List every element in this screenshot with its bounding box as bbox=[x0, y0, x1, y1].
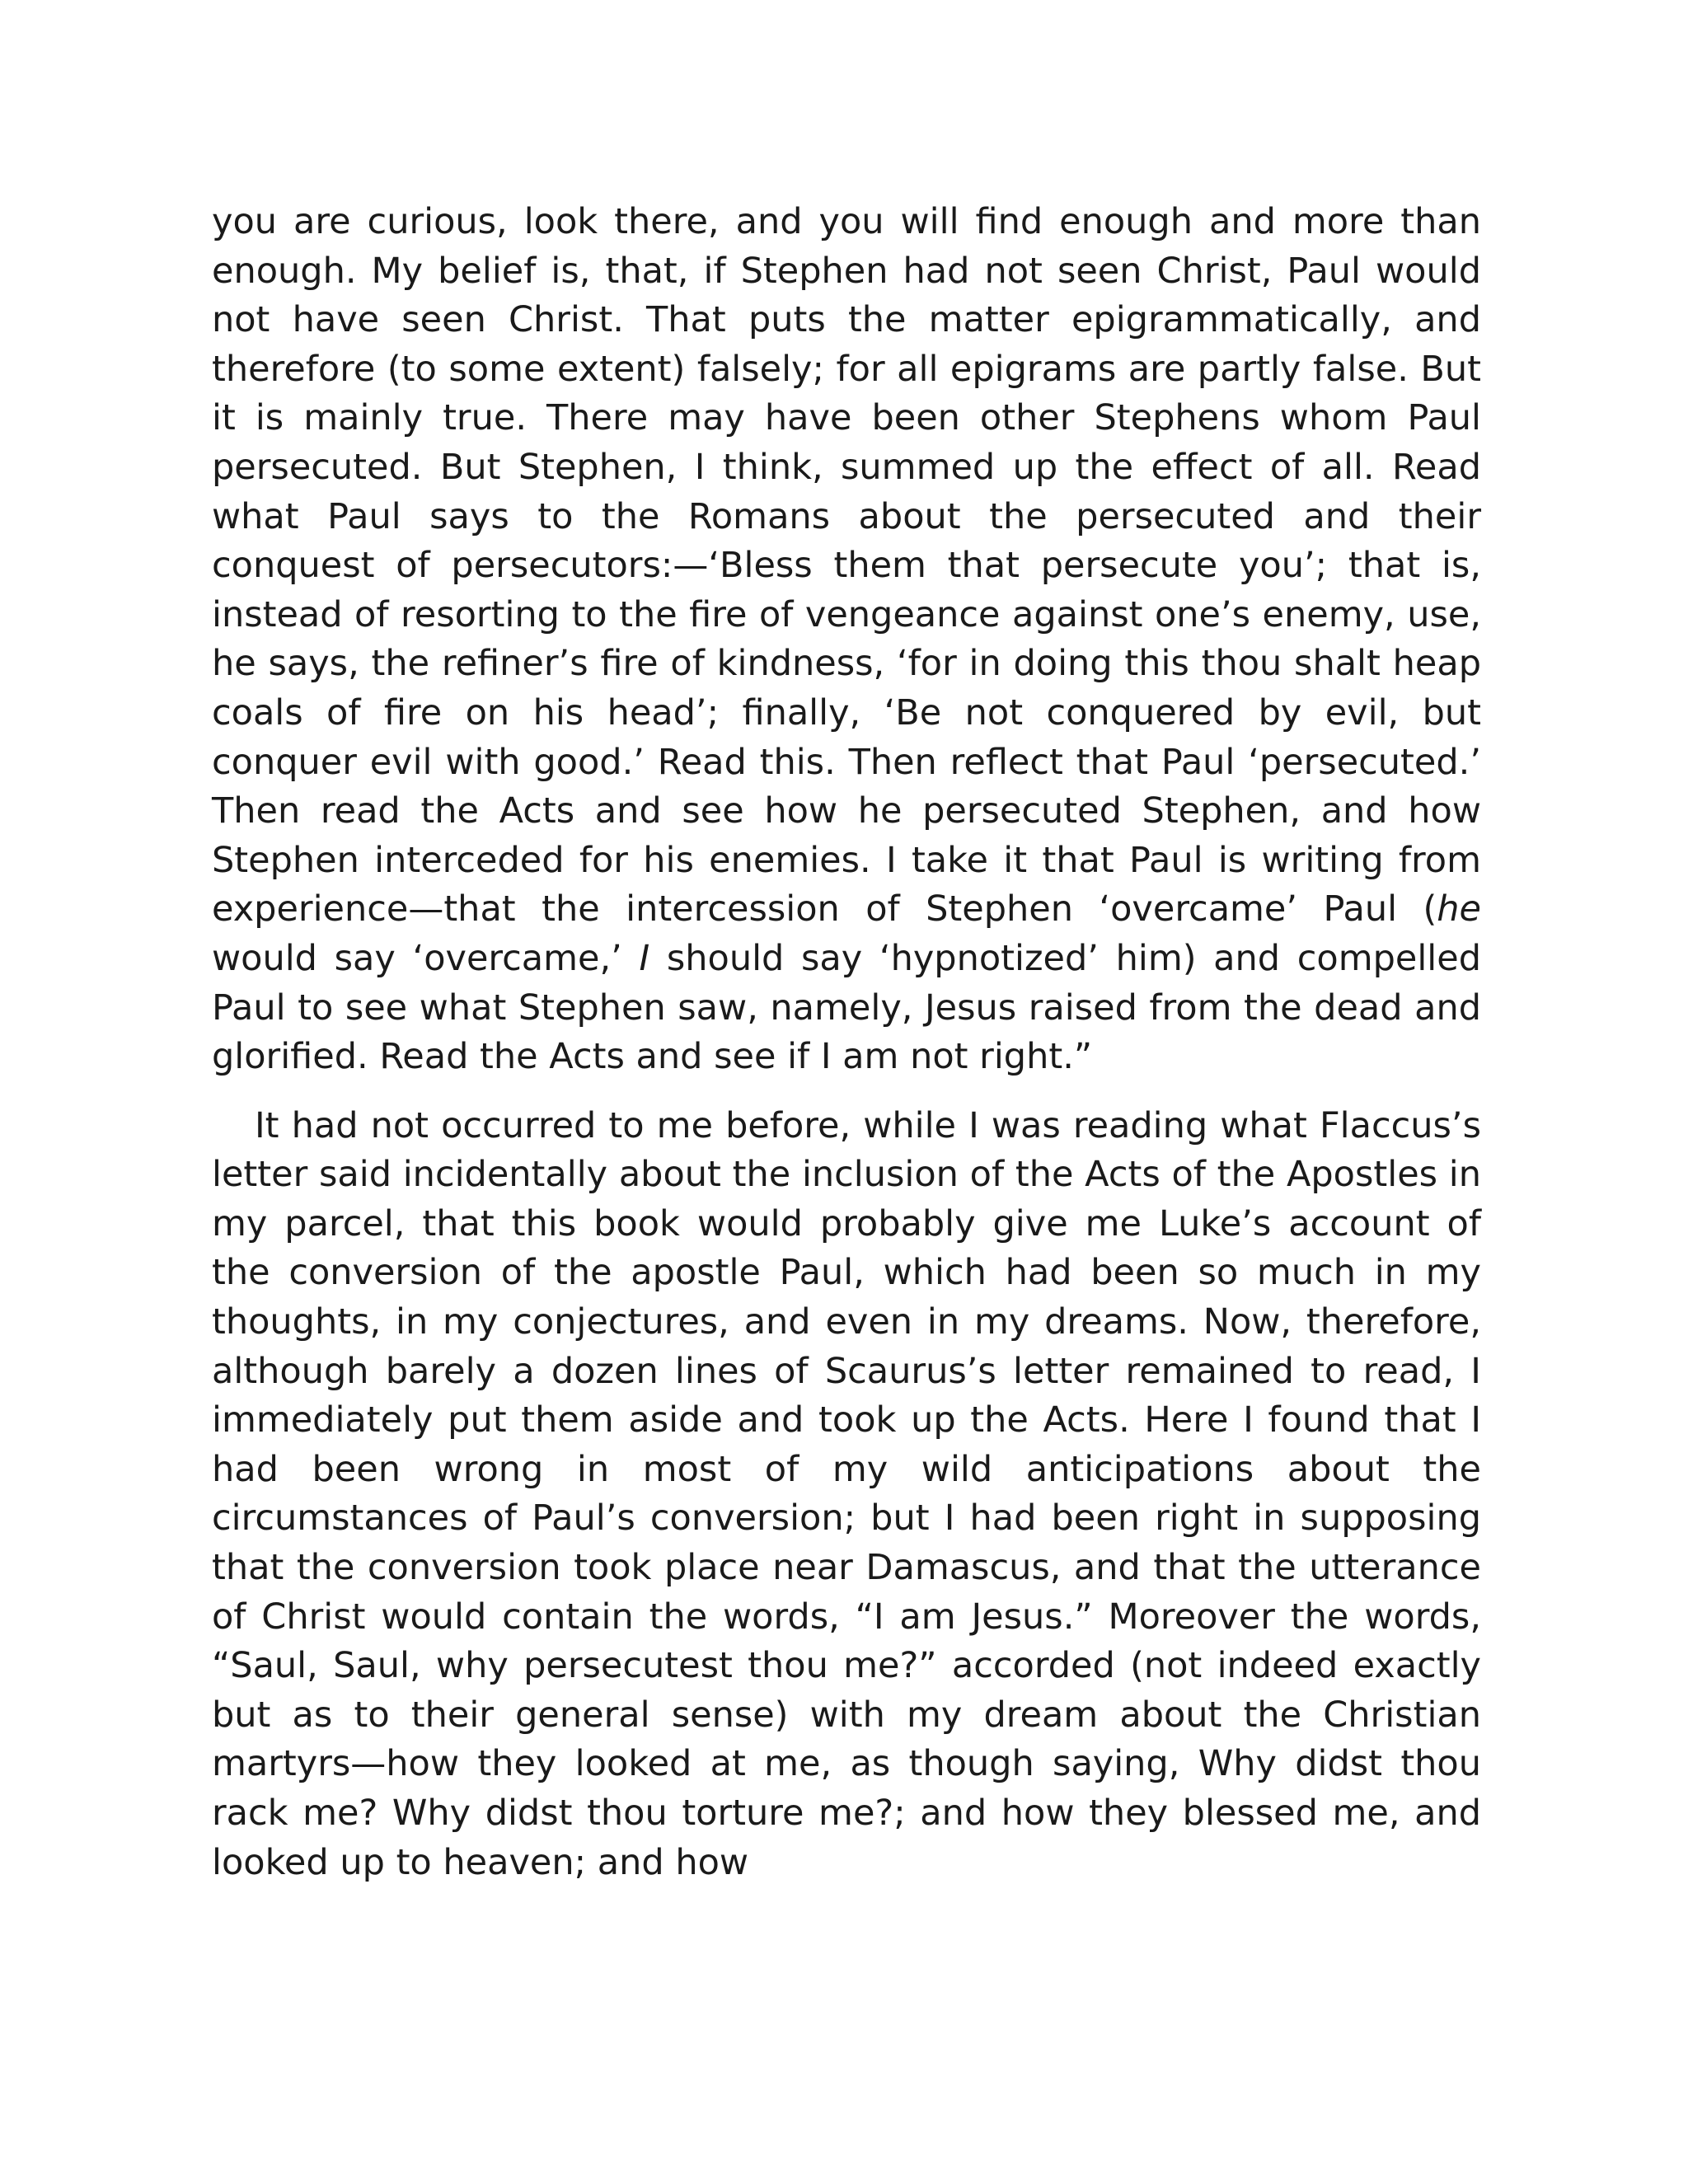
paragraph-1-text-b: would say ‘overcame,’ bbox=[212, 937, 640, 979]
paragraph-1 bbox=[212, 198, 1481, 1082]
paragraph-1-italic-he: he bbox=[1437, 888, 1481, 930]
body-text bbox=[212, 198, 1481, 1887]
paragraph-2: It had not occurred to me before, while I was reading what Flaccus’s letter said incidentally about the inclusion of the Acts of the Apostles in my parcel, that this book would probably give me Luke’s account of the conversion of the apostle Paul, which had been so much in my thoughts, in my conjectures, and even in my dreams. Now, therefore, although barely a dozen lines of Scaurus’s letter remained to read, I immediately put them aside and took up the Acts. Here I found that I had been wrong in most of my wild anticipations about the circumstances of Paul’s conversion; but I had been right in supposing that the conversion took place near Damascus, and that the utterance of Christ would contain the words, “I am Jesus.” Moreover the words, “Saul, Saul, why persecutest thou me?” accorded (not indeed exactly but as to their general sense) with my dream about the Christian martyrs—how they looked at me, as though saying, Why didst thou rack me? Why didst thou torture me?; and how they blessed me, and looked up to heaven; and how bbox=[212, 1104, 1481, 1883]
paragraph-1-italic-i: I bbox=[639, 937, 650, 979]
paragraph-1-text-c: should say ‘hypnotized’ him) and compelled Paul to see what Stephen saw, namely, Jesus raised from the dead and glorified. Read the Acts and see if I am not right.” bbox=[212, 937, 1481, 1078]
paragraph-1-text-a: you are curious, look there, and you will find enough and more than enough. My belief is, that, if Stephen had not seen Christ, Paul would not have seen Christ. That puts the matter epigrammatically, and therefore (to some extent) falsely; for all epigrams are partly false. But it is mainly true. There may have been other Stephens whom Paul persecuted. But Stephen, I think, summed up the effect of all. Read what Paul says to the Romans about the persecuted and their conquest of persecutors:—‘Bless them that persecute you’; that is, instead of resorting to the fire of vengeance against one’s enemy, use, he says, the refiner’s fire of kindness, ‘for in doing this thou shalt heap coals of fire on his head’; finally, ‘Be not conquered by evil, but conquer evil with good.’ Read this. Then reflect that Paul ‘persecuted.’ Then read the Acts and see how he persecuted Stephen, and how Stephen interceded for his enemies. I take it that Paul is writing from experience—that the intercession of Stephen ‘overcame’ Paul ( bbox=[212, 201, 1481, 930]
